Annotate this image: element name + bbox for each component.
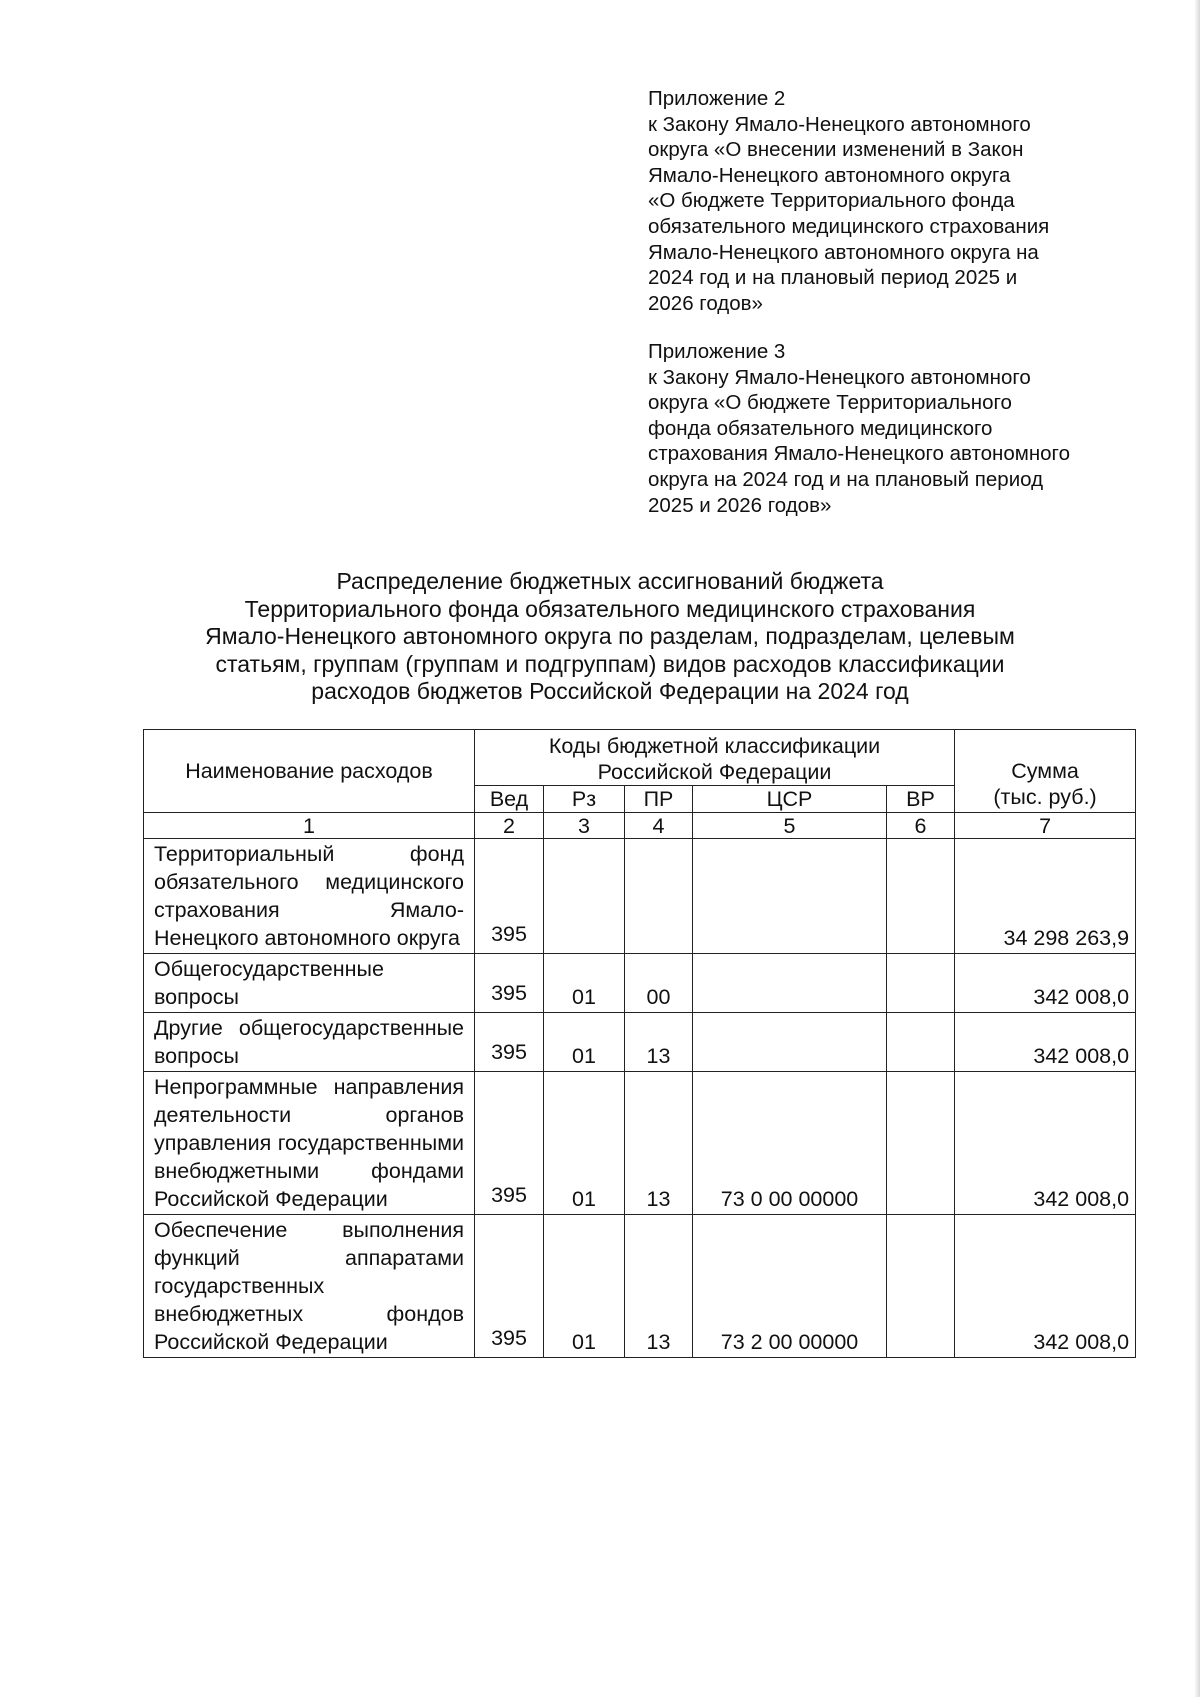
sum-cell: 342 008,0 (955, 954, 1136, 1013)
appendix-2-line: Ямало-Ненецкого автономного округа на (648, 240, 1039, 264)
table-row (144, 1013, 1136, 1072)
appendix-3-line: страхования Ямало-Ненецкого автономного (648, 442, 1070, 466)
budget-allocation-table (143, 729, 1136, 1358)
ved-cell: 395 (475, 1215, 544, 1358)
column-number: 1 (144, 813, 475, 839)
appendix-2-line: округа «О внесении изменений в Закон (648, 138, 1024, 162)
csr-cell: 73 2 00 00000 (693, 1215, 887, 1358)
document-title-line: Ямало-Ненецкого автономного округа по разделам, подразделам, целевым (205, 623, 1015, 649)
pr-cell (625, 839, 693, 954)
pr-cell: 13 (625, 1215, 693, 1358)
appendix-3-line: округа «О бюджете Территориального (648, 391, 1012, 415)
header-sum (955, 730, 1136, 813)
table-row (144, 839, 1136, 954)
vr-cell (887, 954, 955, 1013)
appendix-2-line: Приложение 2 (648, 87, 786, 110)
table-row (144, 1215, 1136, 1358)
sum-cell: 342 008,0 (955, 1072, 1136, 1215)
appendix-2-line: 2026 годов» (648, 291, 763, 315)
table-header-row (144, 730, 1136, 786)
document-title-line: Территориального фонда обязательного медицинского страхования (244, 595, 976, 622)
table-row (144, 954, 1136, 1013)
expense-name-cell: Другие общегосударственные вопросы (144, 1013, 475, 1072)
header-codes-line: Российской Федерации (597, 760, 832, 784)
appendix-2-line: Ямало-Ненецкого автономного округа (648, 163, 1011, 187)
header-expense-name: Наименование расходов (144, 730, 475, 813)
document-title (130, 568, 1090, 706)
header-sum-line: Сумма (1011, 759, 1079, 783)
header-ved: Вед (475, 786, 544, 813)
header-rz: Рз (544, 786, 625, 813)
expense-name-cell: Общегосударственные вопросы (144, 954, 475, 1013)
vr-cell (887, 1013, 955, 1072)
appendix-2-line: «О бюджете Территориального фонда (648, 189, 1015, 213)
appendix-2-line: к Закону Ямало-Ненецкого автономного (648, 112, 1031, 136)
vr-cell (887, 1215, 955, 1358)
document-title-line: расходов бюджетов Российской Федерации на 2024 год (311, 678, 909, 704)
column-number: 2 (475, 813, 544, 839)
sum-cell: 34 298 263,9 (955, 839, 1136, 954)
appendix-3-line: Приложение 3 (648, 340, 786, 363)
vr-cell (887, 839, 955, 954)
ved-cell: 395 (475, 954, 544, 1013)
csr-cell (693, 839, 887, 954)
column-number: 7 (955, 813, 1136, 839)
appendix-2-line: обязательного медицинского страхования (648, 214, 1050, 238)
header-vr: ВР (887, 786, 955, 813)
expense-name-cell: Территориальный фонд обязательного медицинского страхования Ямало-Ненецкого автономного округа (144, 839, 475, 954)
csr-cell: 73 0 00 00000 (693, 1072, 887, 1215)
document-title-line: статьям, группам (группам и подгруппам) видов расходов классификации (215, 650, 1005, 677)
column-number-row (144, 813, 1136, 839)
appendix-2-block (648, 86, 1168, 316)
header-codes-line: Коды бюджетной классификации (548, 734, 881, 758)
column-number: 3 (544, 813, 625, 839)
header-sum-line: (тыс. руб.) (993, 785, 1097, 809)
header-csr: ЦСР (693, 786, 887, 813)
rz-cell: 01 (544, 954, 625, 1013)
appendix-3-block (648, 339, 1168, 518)
table-row (144, 1072, 1136, 1215)
appendix-2-line: 2024 год и на плановый период 2025 и (648, 266, 1018, 290)
column-number: 5 (693, 813, 887, 839)
header-classification-codes (475, 730, 955, 786)
appendix-3-line: фонда обязательного медицинского (648, 416, 993, 440)
ved-cell: 395 (475, 1013, 544, 1072)
header-pr: ПР (625, 786, 693, 813)
appendix-3-line: к Закону Ямало-Ненецкого автономного (648, 365, 1031, 389)
csr-cell (693, 1013, 887, 1072)
ved-cell: 395 (475, 1072, 544, 1215)
document-title-line: Распределение бюджетных ассигнований бюджета (336, 568, 884, 594)
vr-cell (887, 1072, 955, 1215)
csr-cell (693, 954, 887, 1013)
sum-cell: 342 008,0 (955, 1013, 1136, 1072)
page-edge (1194, 0, 1200, 1697)
rz-cell (544, 839, 625, 954)
ved-cell: 395 (475, 839, 544, 954)
appendix-3-line: 2025 и 2026 годов» (648, 493, 832, 517)
rz-cell: 01 (544, 1013, 625, 1072)
column-number: 4 (625, 813, 693, 839)
column-number: 6 (887, 813, 955, 839)
pr-cell: 13 (625, 1072, 693, 1215)
rz-cell: 01 (544, 1215, 625, 1358)
sum-cell: 342 008,0 (955, 1215, 1136, 1358)
pr-cell: 00 (625, 954, 693, 1013)
expense-name-cell: Обеспечение выполнения функций аппаратами государственных внебюджетных фондов Российской Федерации (144, 1215, 475, 1358)
expense-name-cell: Непрограммные направления деятельности органов управления государственными внебюджетными фондами Российской Федерации (144, 1072, 475, 1215)
rz-cell: 01 (544, 1072, 625, 1215)
pr-cell: 13 (625, 1013, 693, 1072)
appendix-3-line: округа на 2024 год и на плановый период (648, 467, 1044, 491)
